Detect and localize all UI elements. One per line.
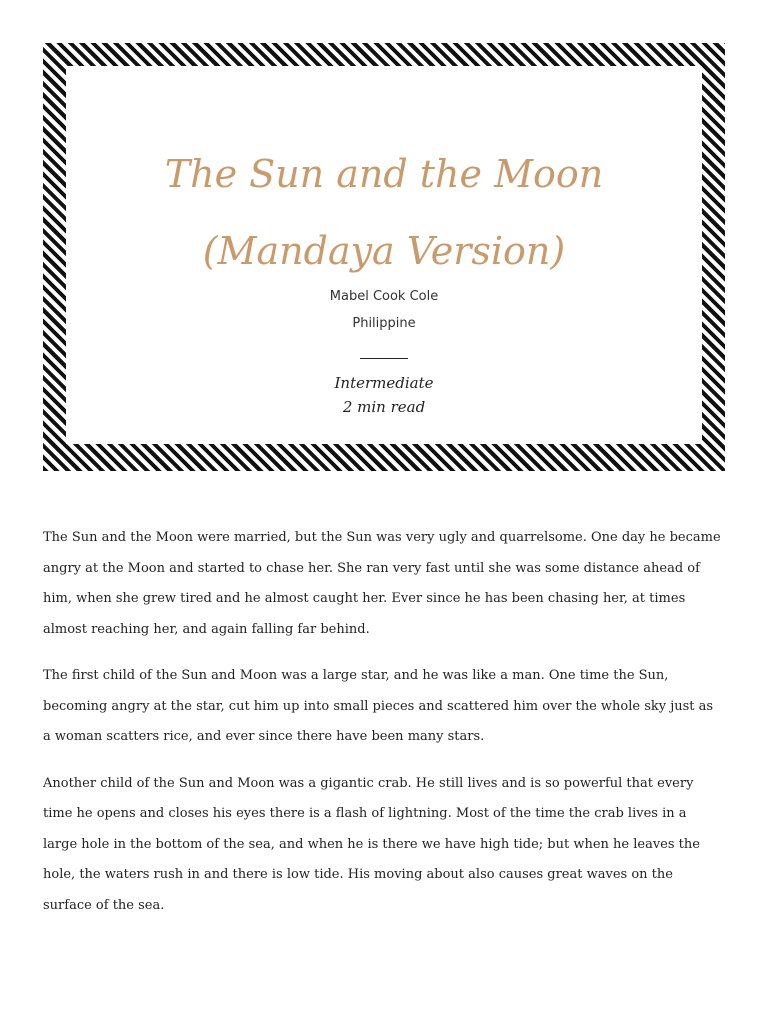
story-paragraph: The Sun and the Moon were married, but the Sun was very ugly and quarrelsome. One day he became angry at the Moon and started to chase her. She ran very fast until she was some distance ahead of him, when she grew tired and he almost caught her. Ever since he has been chasing her, at times almost reaching her, and again falling far behind.: [43, 530, 721, 637]
story-body: [43, 523, 723, 937]
story-title-line-1: The Sun and the Moon: [164, 152, 604, 196]
story-title: [66, 136, 702, 290]
reading-level: Intermediate: [334, 374, 434, 392]
story-title-line-2: (Mandaya Version): [202, 229, 566, 273]
read-time: 2 min read: [342, 398, 426, 416]
decorative-border-frame: [43, 43, 725, 471]
author-name: Mabel Cook Cole: [329, 289, 439, 304]
title-card: [66, 66, 702, 444]
title-divider: [360, 358, 408, 359]
story-origin: Philippine: [352, 316, 416, 331]
story-paragraph: The first child of the Sun and Moon was a large star, and he was like a man. One time the Sun, becoming angry at the star, cut him up into small pieces and scattered him over the whole sky just as a woman scatters rice, and ever since there have been many stars.: [43, 668, 714, 744]
story-paragraph: Another child of the Sun and Moon was a gigantic crab. He still lives and is so powerful that every time he opens and closes his eyes there is a flash of lightning. Most of the time the crab lives in a large hole in the bottom of the sea, and when he is there we have high tide; but when he leaves the hole, the waters rush in and there is low tide. His moving about also causes great waves on the surface of the sea.: [43, 775, 700, 913]
